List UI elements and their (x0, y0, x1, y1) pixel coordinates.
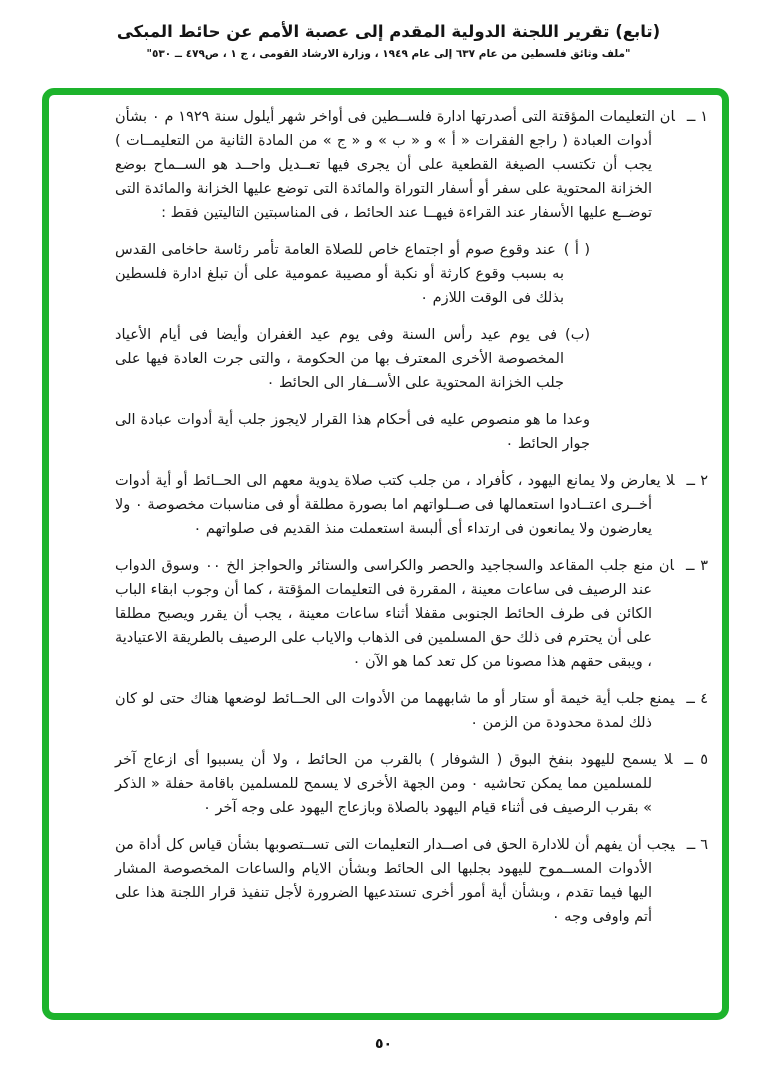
clause-marker: ٥ ــ (684, 752, 709, 768)
clause-6 (115, 833, 708, 929)
clause-text: وعدا ما هو منصوص عليه فى أحكام هذا القرار لايجوز جلب أية أدوات عبادة الى جوار الحائط ٠ (115, 412, 590, 452)
clause-text: لا يسمح لليهود بنفخ البوق ( الشوفار ) بالقرب من الحائط ، ولا أن يسببوا أى ازعاج آخر للمسلمين مما يمكن تحاشيه ٠ ومن الجهة الأخرى لا يسمح للمسلمين باقامة حفلة « الذكر » بقرب الرصيف فى أثناء قيام اليهود بالصلاة وبازعاج اليهود على وجه آخر ٠ (115, 752, 673, 816)
clause-4 (115, 687, 708, 735)
clause-text: ان منع جلب المقاعد والسجاجيد والحصر والكراسى والستائر والحواجز الخ ٠٠ وسوق الدواب عند الرصيف فى ساعات معينة ، المقررة فى التعليمات المؤقتة ، كما أن وجوب ابقاء الباب الكائن فى طرف الحائط الجنوبى مقفلا أثناء ساعات معينة ، يجب أن يقرر ويصبح مطلقا على أن يحترم فى ذلك حق المسلمين فى الذهاب والاياب على الرصيف بالطريقة الاعتيادية ، ويبقى حقهم هذا مصونا من كل تعد كما هو الآن ٠ (115, 558, 674, 670)
clause-text: يجب أن يفهم أن للادارة الحق فى اصــدار التعليمات التى تســتصوبها بشأن قياس كل أداة من الأدوات المســموح لليهود بجلبها الى الحائط وبشأن الايام والساعات المخصوصة المشار اليها فيما تقدم ، وبشأن أية أمور أخرى تستدعيها الضرورة لأجل تنفيذ قرار اللجنة هذا على أتم واوفى وجه ٠ (115, 837, 675, 925)
subclause-marker: ( أ ) (563, 242, 590, 258)
clause-2 (115, 469, 708, 541)
clause-text: ان التعليمات المؤقتة التى أصدرتها ادارة فلســطين فى أواخر شهر أيلول سنة ١٩٢٩ م ٠ بشأن أدوات العبادة ( راجع الفقرات « أ » و « ب » و « ج » من المادة الثانية من التعليمــات ) يجب أن تكتسب الصيغة القطعية على أن يجرى فيها تعــديل واحــد هو الســماح بوضع الخزانة المحتوية على سفر أو أسفار التوراة والمائدة التى توضع عليها الخزانة والمائدة التى توضــع عليها الأسفار عند القراءة فيهــا عند الحائط ، فى المناسبتين التاليتين فقط : (115, 109, 675, 221)
page-title: (تابع) تقرير اللجنة الدولية المقدم إلى عصبة الأمم عن حائط المبكى (116, 22, 661, 41)
subclause-a (115, 238, 590, 310)
clause-text: لا يعارض ولا يمانع اليهود ، كأفراد ، من جلب كتب صلاة يدوية معهم الى الحــائط أو أية أدوات أخــرى اعتــادوا استعمالها فى صــلواتهم اما بصورة مطلقة أو فى مناسبات مخصوصة ٠ ولا يعارضون ولا يمانعون فى ارتداء أى ألبسة استعملت منذ القديم فى صلواتهم ٠ (115, 473, 675, 537)
clause-marker: ٤ ــ (686, 691, 708, 707)
subclause-marker: (ب) (565, 327, 590, 343)
subclause-text: عند وقوع صوم أو اجتماع خاص للصلاة العامة تأمر رئاسة حاخامى القدس به بسبب وقوع كارثة أو نكبة أو مصيبة عمومية على أن تبلغ ادارة فلسطين بذلك فى الوقت اللازم ٠ (115, 242, 564, 306)
page-header (0, 22, 777, 60)
green-document-frame (42, 88, 729, 1020)
clause-1 (115, 105, 708, 225)
clause-text: يمنع جلب أية خيمة أو ستار أو ما شابههما من الأدوات الى الحــائط لوضعها هناك حتى لو كان ذلك لمدة محدودة من الزمن ٠ (115, 691, 675, 731)
subclause-text: فى يوم عيد رأس السنة وفى يوم عيد الغفران وأيضا فى أيام الأعياد المخصوصة الأخرى المعترف بها من الحكومة ، والتى جرت العادة فيها على جلب الخزانة المحتوية على الأســفار الى الحائط ٠ (115, 327, 564, 391)
clause-marker: ٦ ــ (686, 837, 708, 853)
clause-3 (115, 554, 708, 674)
subclause-b (115, 323, 590, 395)
clause-marker: ٣ ــ (685, 558, 708, 574)
clause-marker: ١ ــ (686, 109, 708, 125)
document-body (115, 105, 708, 938)
clause-note (115, 408, 590, 456)
source-citation: "ملف وثائق فلسطين من عام ٦٣٧ إلى عام ١٩٤٩ ، وزارة الارشاد القومى ، ج ١ ، ص٤٧٩ ــ ٥٣٠" (146, 48, 631, 60)
page-number: ٥٠ (374, 1036, 393, 1052)
clause-marker: ٢ ــ (686, 473, 708, 489)
clause-5 (115, 748, 708, 820)
